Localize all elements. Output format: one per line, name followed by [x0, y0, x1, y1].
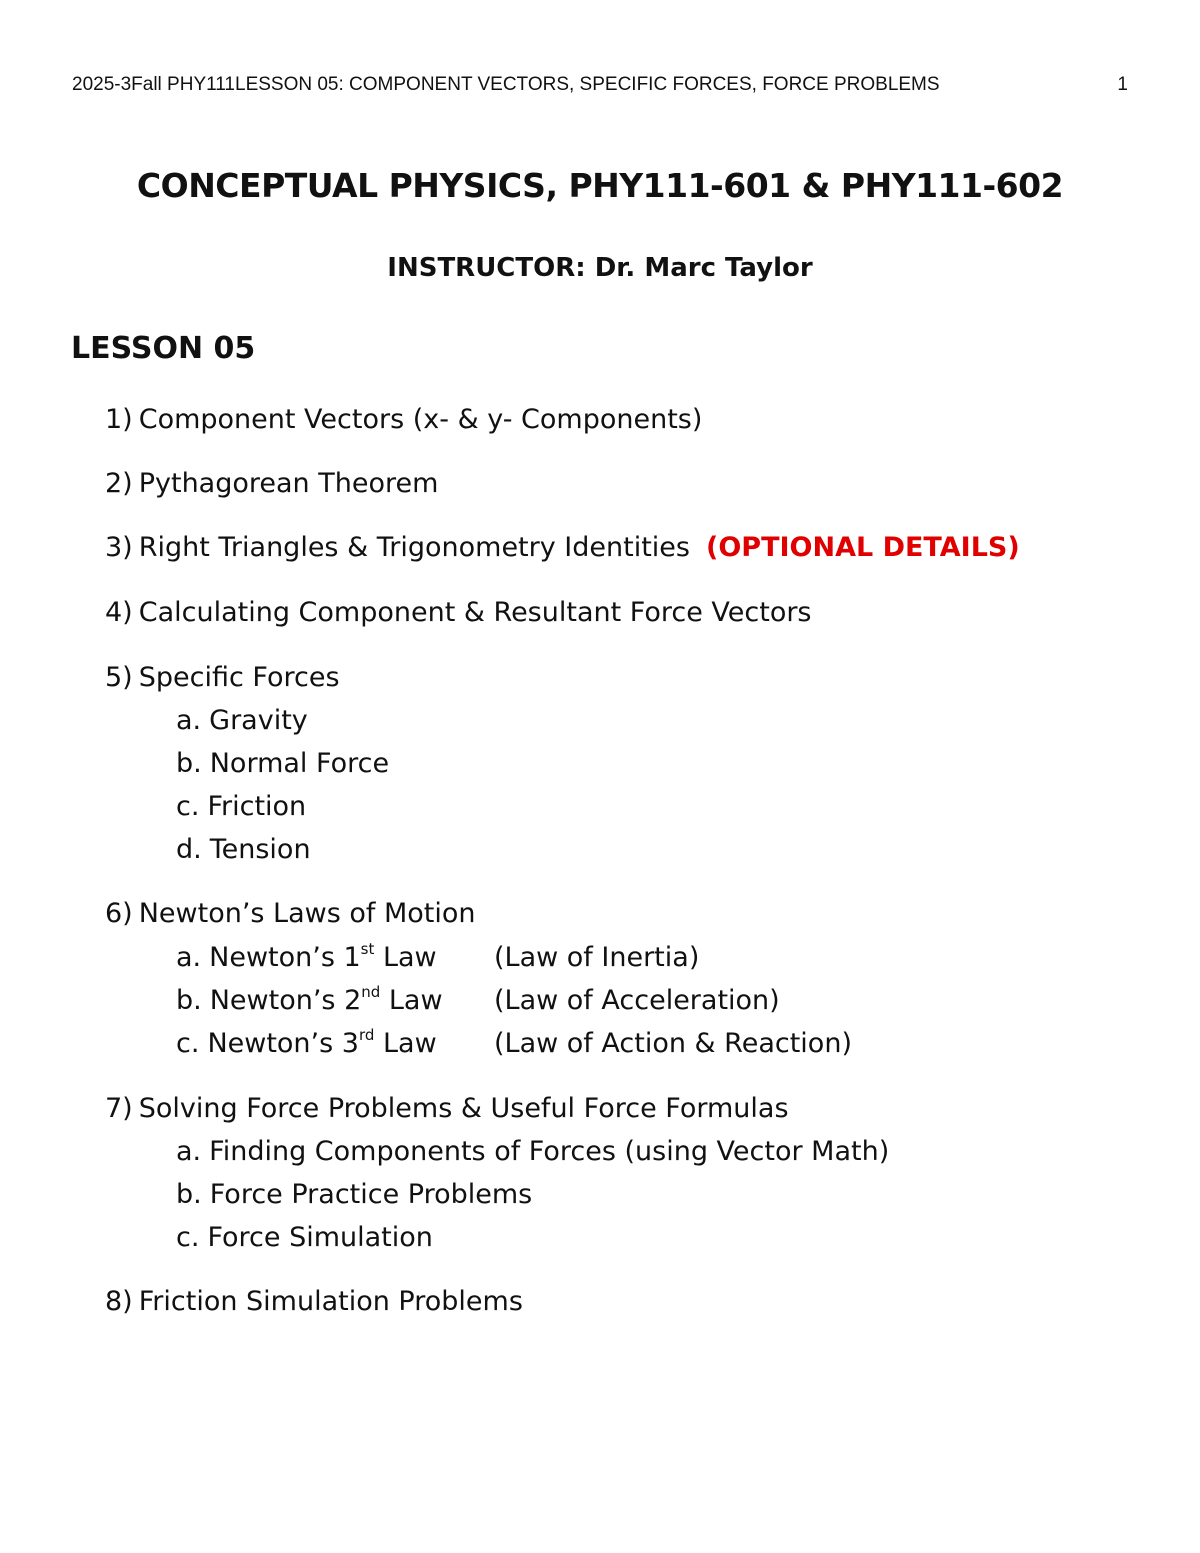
- running-header-title: 2025-3Fall PHY111LESSON 05: COMPONENT VECTORS, SPECIFIC FORCES, FORCE PROBLEMS: [72, 74, 940, 95]
- item-text: Newton’s Laws of Motion: [138, 898, 476, 929]
- law-description: (Law of Acceleration): [494, 985, 780, 1016]
- sub-item-letter: a.: [176, 1136, 202, 1167]
- law-word: Law: [374, 942, 437, 973]
- sub-item-text: Tension: [209, 834, 311, 865]
- sub-item-letter: b.: [176, 985, 202, 1016]
- list-item: [105, 404, 702, 436]
- law-word: Law: [380, 985, 443, 1016]
- sub-item: [176, 1028, 437, 1060]
- sub-item: [176, 942, 437, 974]
- sub-item-letter: b.: [176, 748, 202, 779]
- sub-item: [176, 1222, 433, 1254]
- list-item: [105, 532, 1020, 564]
- sub-item: [176, 985, 443, 1017]
- page-number: 1: [1117, 74, 1128, 95]
- ordinal-suffix: rd: [358, 1026, 375, 1044]
- item-number: 5): [105, 662, 133, 693]
- sub-item: [176, 748, 389, 780]
- list-item: [105, 898, 476, 930]
- sub-item-letter: c.: [176, 1028, 200, 1059]
- law-name: [207, 1028, 436, 1059]
- list-item: [105, 468, 438, 500]
- sub-item-text: Force Practice Problems: [209, 1179, 533, 1210]
- item-text: Pythagorean Theorem: [138, 468, 439, 499]
- sub-item-letter: d.: [176, 834, 202, 865]
- item-number: 4): [105, 597, 133, 628]
- item-text: Solving Force Problems & Useful Force Formulas: [138, 1093, 789, 1124]
- list-item: [105, 1093, 789, 1125]
- item-text: Component Vectors (x- & y- Components): [138, 404, 703, 435]
- sub-item: [176, 791, 306, 823]
- sub-item-text: Finding Components of Forces (using Vector Math): [209, 1136, 890, 1167]
- sub-item-text: Friction: [207, 791, 307, 822]
- item-number: 7): [105, 1093, 133, 1124]
- item-number: 1): [105, 404, 133, 435]
- law-name-text: Newton’s 2: [209, 985, 362, 1016]
- item-text: Calculating Component & Resultant Force Vectors: [138, 597, 812, 628]
- list-item: [105, 1286, 523, 1318]
- item-text: Friction Simulation Problems: [138, 1286, 523, 1317]
- sub-item-text: Normal Force: [209, 748, 390, 779]
- law-name: [209, 942, 437, 973]
- list-item: [105, 597, 812, 629]
- sub-item: [176, 1179, 532, 1211]
- sub-item-letter: a.: [176, 705, 202, 736]
- sub-item: [176, 1136, 889, 1168]
- law-word: Law: [374, 1028, 437, 1059]
- sub-item-text: Force Simulation: [207, 1222, 433, 1253]
- list-item: [105, 662, 340, 694]
- sub-item-letter: b.: [176, 1179, 202, 1210]
- item-text: Right Triangles & Trigonometry Identities: [138, 532, 690, 563]
- item-number: 6): [105, 898, 133, 929]
- law-description: (Law of Action & Reaction): [494, 1028, 852, 1059]
- ordinal-suffix: st: [360, 940, 375, 958]
- item-number: 8): [105, 1286, 133, 1317]
- item-number: 2): [105, 468, 133, 499]
- optional-note: (OPTIONAL DETAILS): [705, 532, 1020, 563]
- law-name: [210, 985, 443, 1016]
- law-name-text: Newton’s 3: [207, 1028, 359, 1059]
- sub-item-letter: c.: [176, 791, 200, 822]
- law-name-text: Newton’s 1: [209, 942, 361, 973]
- instructor-line: INSTRUCTOR: Dr. Marc Taylor: [387, 253, 813, 283]
- document-title: CONCEPTUAL PHYSICS, PHY111-601 & PHY111-602: [136, 166, 1064, 205]
- sub-item: [176, 705, 308, 737]
- sub-item: [176, 834, 311, 866]
- law-description: (Law of Inertia): [494, 942, 700, 973]
- sub-item-text: Gravity: [209, 705, 308, 736]
- sub-item-letter: c.: [176, 1222, 200, 1253]
- item-text: Specific Forces: [138, 662, 340, 693]
- item-number: 3): [105, 532, 133, 563]
- ordinal-suffix: nd: [361, 983, 381, 1001]
- lesson-heading: LESSON 05: [71, 331, 256, 366]
- sub-item-letter: a.: [176, 942, 202, 973]
